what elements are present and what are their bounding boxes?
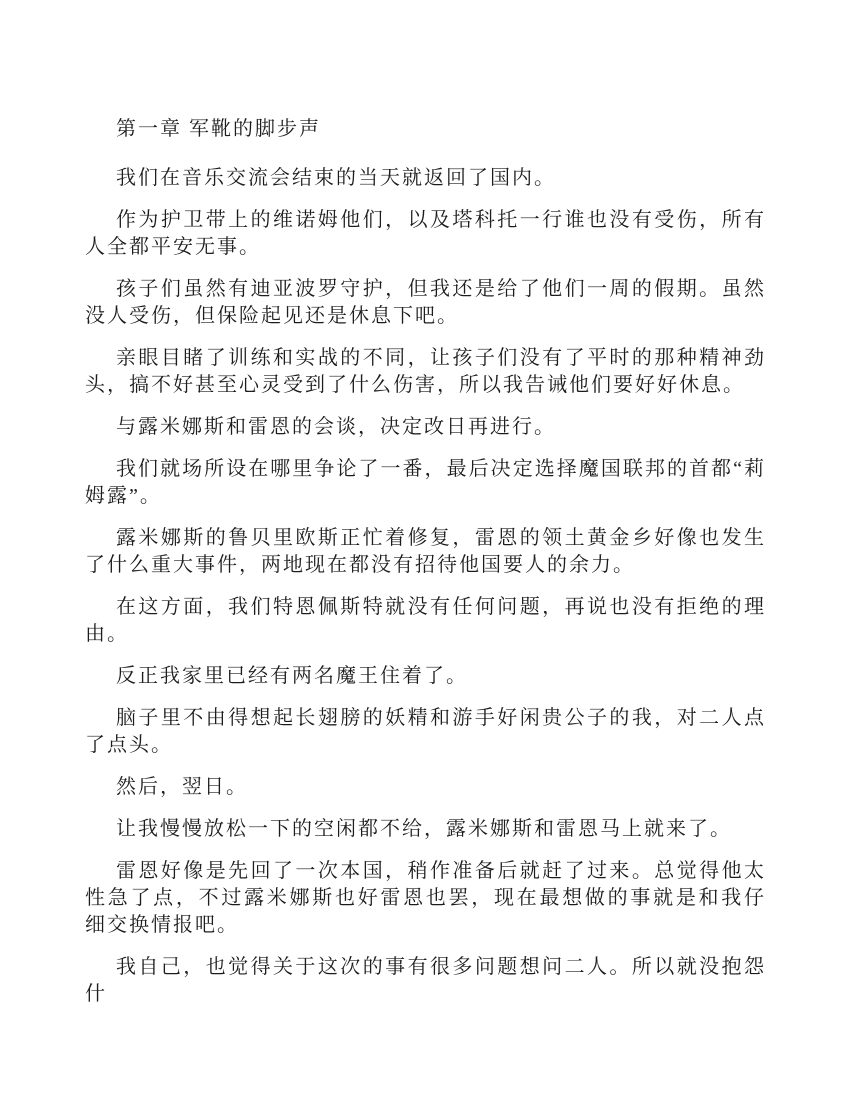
paragraph: 然后，翌日。 [116,776,248,798]
paragraph: 雷恩好像是先回了一次本国，稍作准备后就赶了过来。总觉得他太性急了点，不过露米娜斯也好雷恩也罢，现在最想做的事就是和我仔细交换情报吧。 [85,860,766,936]
paragraph: 我们就场所设在哪里争论了一番，最后决定选择魔国联邦的首都“莉姆露”。 [85,458,766,507]
chapter-title: 第一章 军靴的脚步声 [116,118,321,140]
paragraph: 露米娜斯的鲁贝里欧斯正忙着修复，雷恩的领土黄金乡好像也发生了什么重大事件，两地现在都没有招待他国要人的余力。 [85,527,766,576]
paragraph: 让我慢慢放松一下的空闲都不给，露米娜斯和雷恩马上就来了。 [116,818,732,840]
paragraph: 脑子里不由得想起长翅膀的妖精和游手好闲贵公子的我，对二人点了点头。 [85,707,766,756]
paragraph: 在这方面，我们特恩佩斯特就没有任何问题，再说也没有拒绝的理由。 [85,596,766,645]
paragraph: 与露米娜斯和雷恩的会谈，决定改日再进行。 [116,416,556,438]
paragraph: 孩子们虽然有迪亚波罗守护，但我还是给了他们一周的假期。虽然没人受伤，但保险起见还是休息下吧。 [85,278,766,327]
paragraph: 作为护卫带上的维诺姆他们，以及塔科托一行谁也没有受伤，所有人全都平安无事。 [85,209,766,258]
paragraph: 我自己，也觉得关于这次的事有很多问题想问二人。所以就没抱怨什 [85,956,766,1005]
paragraph: 反正我家里已经有两名魔王住着了。 [116,665,468,687]
page-content [85,116,766,1023]
paragraph: 我们在音乐交流会结束的当天就返回了国内。 [116,167,556,189]
paragraph: 亲眼目睹了训练和实战的不同，让孩子们没有了平时的那种精神劲头，搞不好甚至心灵受到了什么伤害，所以我告诫他们要好好休息。 [85,347,766,396]
